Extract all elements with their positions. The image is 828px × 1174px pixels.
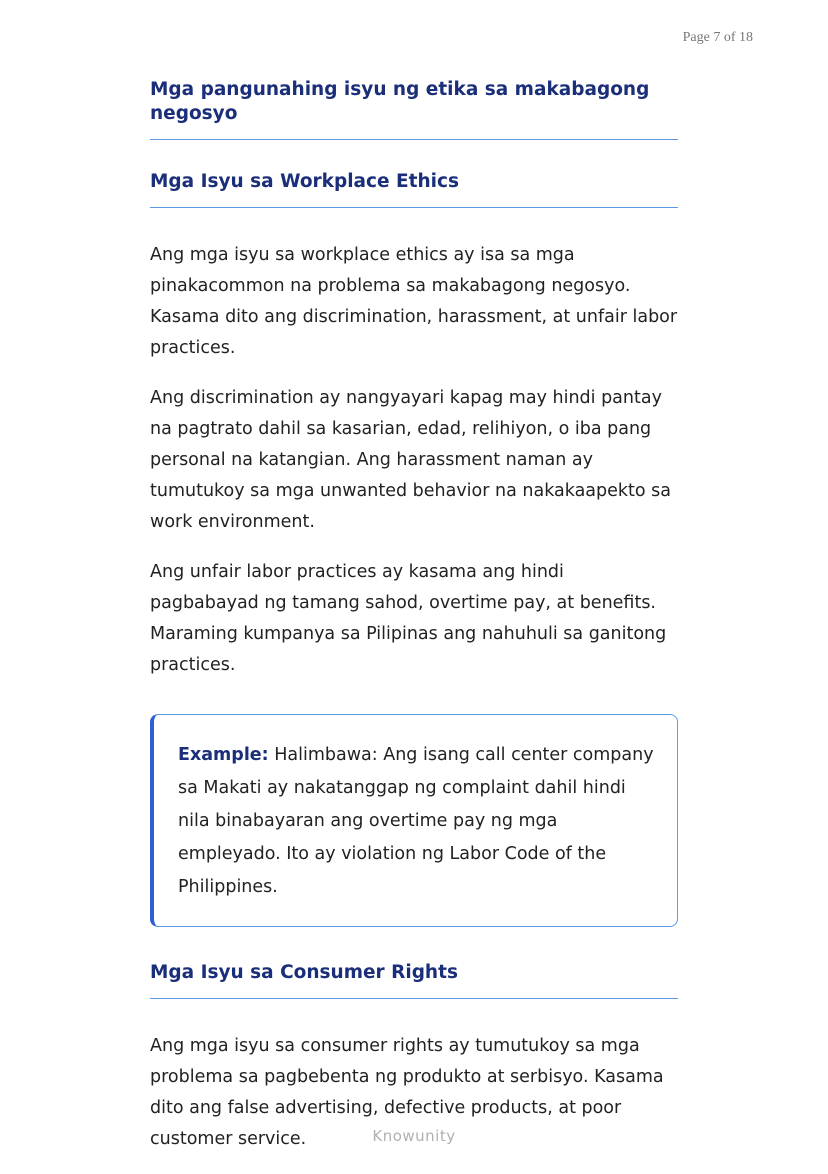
page-title: Mga pangunahing isyu ng etika sa makabagong negosyo [150, 78, 678, 140]
paragraph: Ang mga isyu sa workplace ethics ay isa sa mga pinakacommon na problema sa makabagong negosyo. Kasama dito ang discrimination, harassment, at unfair labor practices. [150, 245, 678, 359]
section-heading-workplace-ethics: Mga Isyu sa Workplace Ethics [150, 170, 678, 208]
example-body: Halimbawa: Ang isang call center company sa Makati ay nakatanggap ng complaint dahil hindi nila binabayaran ang overtime pay ng mga empleyado. Ito ay violation ng Labor Code of the Philippines. [178, 745, 654, 898]
example-callout [150, 714, 678, 927]
section-heading-consumer-rights: Mga Isyu sa Consumer Rights [150, 961, 678, 999]
paragraph: Ang unfair labor practices ay kasama ang hindi pagbabayad ng tamang sahod, overtime pay, at benefits. Maraming kumpanya sa Pilipinas ang nahuhuli sa ganitong practices. [150, 562, 667, 676]
paragraph: Ang discrimination ay nangyayari kapag may hindi pantay na pagtrato dahil sa kasarian, edad, relihiyon, o iba pang personal na katangian. Ang harassment naman ay tumutukoy sa mga unwanted behavior na nakakaapekto sa work environment. [150, 388, 672, 533]
document-body [150, 78, 678, 1174]
example-text [178, 739, 655, 904]
example-label: Example: [178, 745, 269, 766]
footer-brand: Knowunity [372, 1127, 456, 1145]
paragraph: Ang mga isyu sa consumer rights ay tumutukoy sa mga problema sa pagbebenta ng produkto at serbisyo. Kasama dito ang false advertising, defective products, at poor customer service. [150, 1036, 664, 1150]
page-number: Page 7 of 18 [682, 30, 753, 45]
